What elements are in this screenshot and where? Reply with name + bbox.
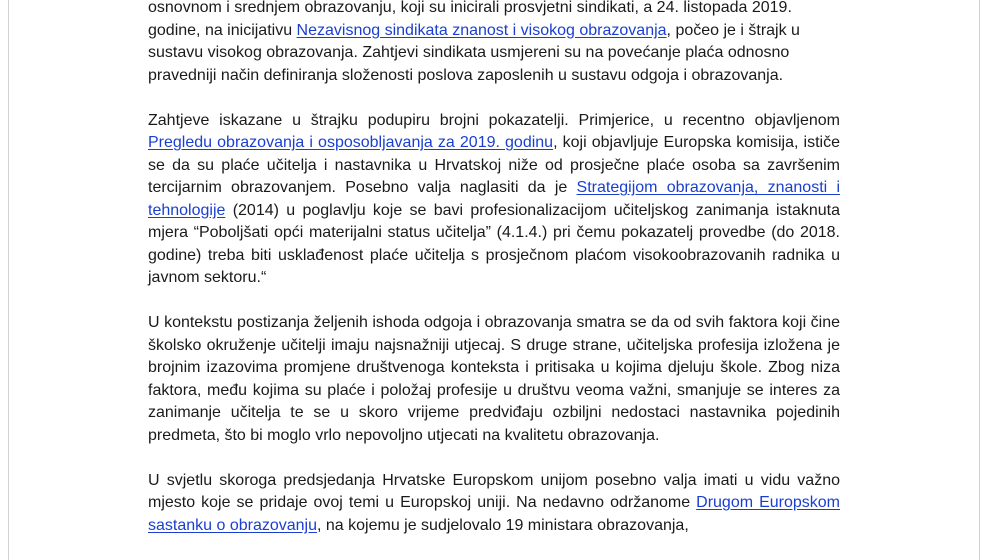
paragraph-eu-presidency (148, 470, 840, 538)
paragraph-text: U kontekstu postizanja željenih ishoda odgoja i obrazovanja smatra se da od svih faktora koji čine školsko okruženje učitelji imaju najsnažniji utjecaj. S druge strane, učiteljska profesija izložena je brojnim izazovima promjene društvenoga konteksta i pritisaka u kojima djeluju škole. Zbog niza faktora, među kojima su plaće i položaj profesije u društvu veoma važni, smanjuje se interes za zanimanje učitelja te se u skoro vrijeme predviđaju ozbiljni nedostaci nastavnika pojedinih predmeta, što bi moglo vrlo nepovoljno utjecati na kvalitetu obrazovanja. (148, 314, 840, 444)
page-border-left (8, 0, 9, 560)
paragraph-teachers (148, 312, 840, 447)
document-body (148, 0, 840, 560)
paragraph-text: U svjetlu skoroga predsjedanja Hrvatske Europskom unijom posebno valja imati u vidu važno mjesto koje se pridaje ovoj temi u Europskoj uniji. Na nedavno održanome (148, 471, 840, 511)
paragraph-text: Zahtjeve iskazane u štrajku podupiru brojni pokazatelji. Primjerice, u recentno objavljenom (148, 111, 840, 129)
paragraph-text: (2014) u poglavlju koje se bavi profesionalizacijom učiteljskog zanimanja istaknuta mjera “Poboljšati opći materijalni status učitelja” (4.1.4.) pri čemu pokazatelj provedbe (do 2018. godine) treba biti usklađenost plaće učitelja s prosječnom plaćom visokoobrazovanih radnika u javnom sektoru.“ (148, 201, 840, 286)
link-nezavisni-sindikat[interactable]: Nezavisnog sindikata znanost i visokog obrazovanja (296, 21, 667, 39)
paragraph-text: , koji objavljuje Europska komisija, ističe se da su plaće učitelja i nastavnika u Hrvatskoj niže od prosječne plaće osoba sa završenim tercijarnim obrazovanjem. Posebno valja naglasiti da je (148, 134, 840, 196)
page-border-right (979, 0, 980, 560)
link-pregled-obrazovanja[interactable]: Pregledu obrazovanja i osposobljavanja za 2019. godinu (148, 134, 554, 151)
paragraph-indicators (148, 110, 840, 290)
paragraph-text: osnovnom i srednjem obrazovanju, koji su inicirali prosvjetni sindikati, a 24. listopada 2019. godine, na inicijativu (148, 0, 792, 39)
paragraph-text: , na kojemu je sudjelovalo 19 ministara obrazovanja, (317, 516, 689, 534)
link-europski-sastanak[interactable]: Drugom Europskom sastanku o obrazovanju (148, 494, 840, 534)
link-strategija-obrazovanja[interactable]: Strategijom obrazovanja, znanosti i tehnologije (148, 179, 840, 219)
paragraph-strike (148, 0, 840, 87)
paragraph-text: , počeo je i štrajk u sustavu visokog obrazovanja. Zahtjevi sindikata usmjereni su na povećanje plaća odnosno pravedniji način definiranja složenosti poslova zaposlenih u sustavu odgoja i obrazovanja. (148, 21, 800, 84)
